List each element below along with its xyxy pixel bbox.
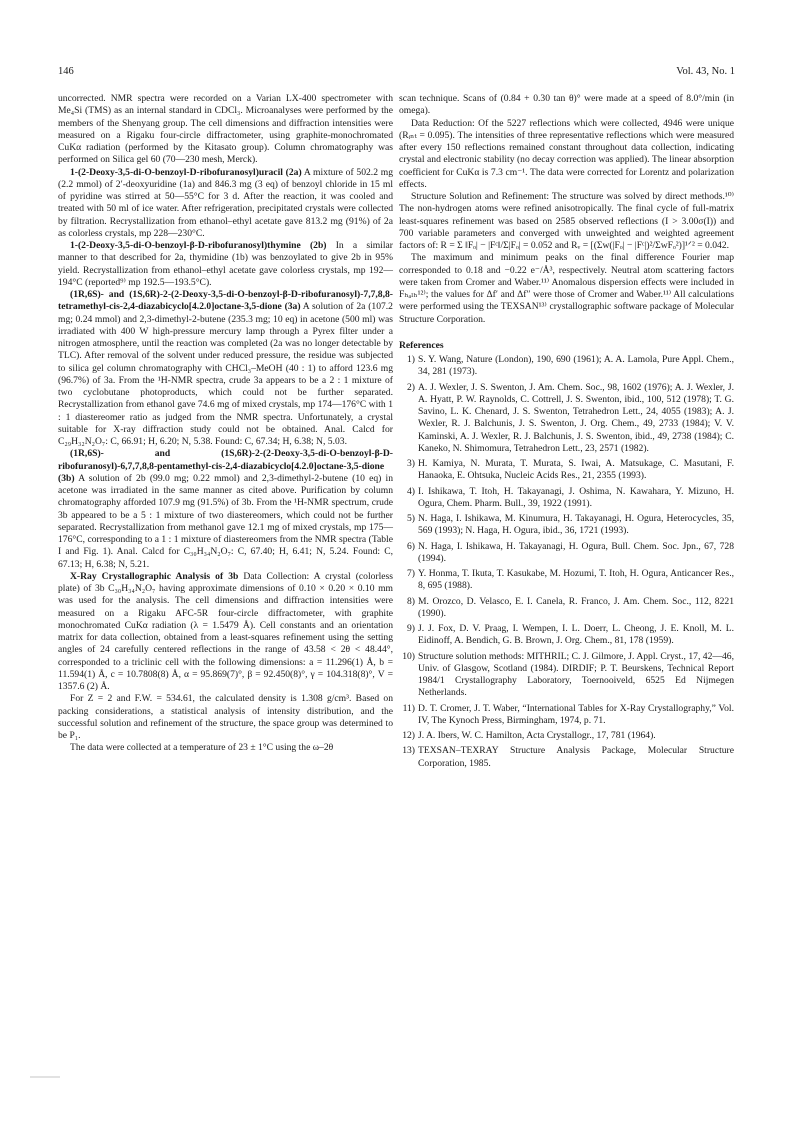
references-list	[399, 354, 734, 770]
paragraph-3a: (1R,6S)- and (1S,6R)-2-(2-Deoxy-3,5-di-O-benzoyl-β-D-ribofuranosyl)-7,7,8,8-tetramethyl-cis-2,4-diazabicyclo[4.2.0]octane-3,5-dione (3a) A solution of 2a (107.2 mg; 0.24 mmol) and 2,3-dimethyl-2-butene (235.3 mg; 10 eq) in acetone (500 ml) was irradiated with 400 W high-pressure mercury lamp through a Pyrex filter under a nitrogen atmosphere, until the reaction was completed (2a was no longer detectable by TLC). After removal of the solvent under reduced pressure, the residue was subjected to silica gel column chromatography with CHCl₃–MeOH (40 : 1) to afford 123.6 mg (96.7%) of 3a. From the ¹H-NMR spectra, crude 3a appears to be a 2 : 1 mixture of two cyclobutane photoproducts, which could not be further separated. Recrystallization from ethanol gave 74.6 mg of mixed crystals, mp 174—176°C with 1 : 1 diastereomer ratio as judged from the NMR spectra. Unfortunately, a crystal suitable for X-ray diffraction study could not be obtained. Anal. Calcd for C₂₉H₃₂N₂O₇: C, 66.91; H, 6.20; N, 5.38. Found: C, 67.34; H, 6.38; N, 5.03.	[58, 289, 393, 447]
section-heading: (1R,6S)- and (1S,6R)-2-(2-Deoxy-3,5-di-O-benzoyl-β-D-ribofuranosyl)-7,7,8,8-tetramethyl-cis-2,4-diazabicyclo[4.2.0]octane-3,5-dione (3a)	[58, 289, 393, 313]
references-heading: References	[399, 339, 444, 351]
reference-item: 9) J. J. Fox, D. V. Praag, I. Wempen, I. L. Doerr, L. Cheong, J. E. Knoll, M. L. Eidinoff, A. Bendich, G. B. Brown, J. Org. Chem., 81, 178 (1959).	[407, 623, 734, 647]
paragraph: Structure Solution and Refinement: The structure was solved by direct methods.¹⁰⁾ The non-hydrogen atoms were refined anisotropically. The final cycle of full-matrix least-squares refinement was based on 2585 observed reflections (I > 3.00σ(I)) and 700 variable parameters and converged with unweighted and weighted agreement factors of: R = Σ ‖Fₒ| − |Fᶜ‖/Σ|Fₒ| = 0.052 and Rᵥ = [(Σw(|Fₒ| − |Fᶜ|)²/ΣwFₒ²)]¹ᐟ² = 0.042.	[399, 191, 734, 251]
reference-item: 5) N. Haga, I. Ishikawa, M. Kinumura, H. Takayanagi, H. Ogura, Heterocycles, 35, 569 (1993); N. Haga, H. Ogura, ibid., 36, 1721 (1993).	[407, 513, 734, 537]
reference-item: 13) TEXSAN–TEXRAY Structure Analysis Package, Molecular Structure Corporation, 1985.	[402, 745, 734, 769]
paragraph-3b: (1R,6S)- and (1S,6R)-2-(2-Deoxy-3,5-di-O-benzoyl-β-D-ribofuranosyl)-6,7,7,8,8-pentamethyl-cis-2,4-diazabicyclo[4.2.0]octane-3,5-dione (3b) A solution of 2b (99.0 mg; 0.22 mmol) and 2,3-dimethyl-2-butene (10 eq) in acetone was irradiated in the same manner as cited above. Purification by column chromatography afforded 107.9 mg (91.5%) of 3b. From the ¹H-NMR spectrum, crude 3b appeared to be a 5 : 1 mixture of two diastereomers, which could not be further separated. Recrystallization from methanol gave 12.1 mg of mixed crystals, mp 175—176°C, corresponding to a 1 : 1 mixture of diastereomers from the NMR spectra (Table I and Fig. 1). Anal. Calcd for C₃₀H₃₄N₂O₇: C, 67.40; H, 6.41; N, 5.24. Found: C, 67.13; H, 6.38; N, 5.21.	[58, 448, 393, 570]
running-header	[58, 66, 735, 80]
right-column	[399, 93, 734, 773]
section-heading: (1R,6S)- and (1S,6R)-2-(2-Deoxy-3,5-di-O-benzoyl-β-D-ribofuranosyl)-6,7,7,8,8-pentamethyl-cis-2,4-diazabicyclo[4.2.0]octane-3,5-dione (3b)	[58, 448, 393, 484]
reference-item: 1) S. Y. Wang, Nature (London), 190, 690 (1961); A. A. Lamola, Pure Appl. Chem., 34, 281 (1973).	[407, 354, 734, 378]
reference-item: 7) Y. Honma, T. Ikuta, T. Kasukabe, M. Hozumi, T. Itoh, H. Ogura, Anticancer Res., 8, 695 (1988).	[407, 568, 734, 592]
paragraph: Data Reduction: Of the 5227 reflections which were collected, 4946 were unique (Rᵢₙₜ = 0.095). The intensities of three representative reflections which were measured after every 150 reflections remained constant throughout data collection, indicating crystal and electronic stability (no decay correction was applied). The linear absorption coefficient for CuKα is 7.3 cm⁻¹. The data were corrected for Lorentz and polarization effects.	[399, 117, 734, 190]
section-heading: X-Ray Crystallographic Analysis of 3b	[70, 570, 239, 582]
paragraph: scan technique. Scans of (0.84 + 0.30 tan θ)° were made at a speed of 8.0°/min (in omega).	[399, 93, 734, 117]
paragraph-xray: X-Ray Crystallographic Analysis of 3b Data Collection: A crystal (colorless plate) of 3b C₃₀H₃₄N₂O₇ having approximate dimensions of 0.10 × 0.20 × 0.10 mm was used for the analysis. The cell dimensions and diffraction intensities were measured on a Rigaku AFC-5R four-circle diffractometer, with graphite monochromated CuKα radiation (λ = 1.5479 Å). Cell constants and an orientation matrix for data collection, obtained from a least-squares refinement using the setting angles of 24 carefully centered reflections in the range of 43.58 < 2θ < 48.44°, corresponded to a triclinic cell with the following dimensions: a = 11.296(1) Å, b = 11.594(1) Å, c = 10.7808(8) Å, α = 95.869(7)°, β = 92.450(8)°, γ = 104.318(8)°, V = 1357.6 (2) Å.	[58, 570, 393, 692]
reference-item: 11) D. T. Cromer, J. T. Waber, “International Tables for X-Ray Crystallography,” Vol. IV, The Kynoch Press, Birmingham, 1974, p. 71.	[402, 702, 734, 726]
page-number: 146	[58, 66, 74, 77]
reference-item: 6) N. Haga, I. Ishikawa, H. Takayanagi, H. Ogura, Bull. Chem. Soc. Jpn., 67, 728 (1994).	[407, 540, 734, 564]
paragraph: For Z = 2 and F.W. = 534.61, the calculated density is 1.308 g/cm³. Based on packing considerations, a statistical analysis of intensity distribution, and the successful solution and refinement of the structure, the space group was determined to be P₁.	[58, 693, 393, 741]
paragraph: The data were collected at a temperature of 23 ± 1°C using the ω–2θ	[70, 742, 334, 754]
left-column	[58, 93, 393, 755]
paragraph: The maximum and minimum peaks on the final difference Fourier map corresponded to 0.18 and −0.22 e⁻/Å³, respectively. Neutral atom scattering factors were taken from Cromer and Waber.¹¹⁾ Anomalous dispersion effects were included in Fₕₐₗₕ¹²⁾; the values for Δf′ and Δf″ were those of Cromer and Waber.¹¹⁾ All calculations were performed using the TEXSAN¹³⁾ crystallographic software package of Molecular Structure Corporation.	[399, 252, 734, 325]
section-heading: 1-(2-Deoxy-3,5-di-O-benzoyl-D-ribofuranosyl)uracil (2a)	[70, 166, 302, 178]
volume-label: Vol. 43, No. 1	[676, 66, 735, 77]
reference-item: 2) A. J. Wexler, J. S. Swenton, J. Am. Chem. Soc., 98, 1602 (1976); A. J. Wexler, J. A. Hyatt, P. W. Raynolds, C. Cottrell, J. S. Swenton, ibid., 100, 512 (1978); T. G. Savino, L. K. Chenard, J. S. Swenton, Tetrahedron Lett., 24, 4055 (1983); A. J. Wexler, R. J. Balchunis, J. S. Swenton, J. Org. Chem., 49, 2733 (1984); V. V. Kaminski, A. J. Wexler, R. J. Balchunis, J. S. Swenton, ibid., 49, 2738 (1984); C. Kaneko, N. Shimomura, Tetrahedron Lett., 23, 2571 (1982).	[407, 381, 734, 454]
reference-item: 8) M. Orozco, D. Velasco, E. I. Canela, R. Franco, J. Am. Chem. Soc., 112, 8221 (1990).	[407, 595, 734, 619]
paragraph: uncorrected. NMR spectra were recorded on a Varian LX-400 spectrometer with Me₄Si (TMS) as an internal standard in CDCl₃. Microanalyses were performed by the members of the Shenyang group. The cell dimensions and diffraction intensities were measured on a Rigaku four-circle diffractometer, using graphite-monochromated CuKα radiation (performed by the Kitasato group). Column chromatography was performed on Silica gel 60 (70—230 mesh, Merck).	[58, 93, 393, 166]
paragraph-2b: 1-(2-Deoxy-3,5-di-O-benzoyl-β-D-ribofuranosyl)thymine (2b) In a similar manner to that described for 2a, thymidine (1b) was benzoylated to give 2b in 95% yield. Recrystallization from ethanol–ethyl acetate gave colorless crystals, mp 192—194°C (reported⁹⁾ mp 192.5—193.5°C).	[58, 240, 393, 288]
section-heading: 1-(2-Deoxy-3,5-di-O-benzoyl-β-D-ribofuranosyl)thymine (2b)	[70, 240, 327, 251]
reference-item: 4) I. Ishikawa, T. Itoh, H. Takayanagi, J. Oshima, N. Kawahara, Y. Mizuno, H. Ogura, Chem. Pharm. Bull., 39, 1922 (1991).	[407, 485, 734, 509]
reference-item: 12) J. A. Ibers, W. C. Hamilton, Acta Crystallogr., 17, 781 (1964).	[402, 730, 656, 741]
scan-artifact	[30, 1076, 60, 1078]
reference-item: 3) H. Kamiya, N. Murata, T. Murata, S. Iwai, A. Matsukage, C. Masutani, F. Hanaoka, E. Ohtsuka, Nucleic Acids Res., 21, 2355 (1993).	[407, 458, 734, 482]
reference-item: 10) Structure solution methods: MITHRIL; C. J. Gilmore, J. Appl. Cryst., 17, 42—46, Univ. of Glasgow, Scotland (1984). DIRDIF; P. T. Beurskens, Technical Report 1984/1 Crystallography Laboratory, Toernooiveld, 6525 Ed Nijmegen Netherlands.	[402, 650, 734, 699]
paragraph-2a: 1-(2-Deoxy-3,5-di-O-benzoyl-D-ribofuranosyl)uracil (2a) A mixture of 502.2 mg (2.2 mmol) of 2′-deoxyuridine (1a) and 846.3 mg (3 eq) of benzoyl chloride in 15 ml of pyridine was stirred at 50—55°C for 3 d. After the reaction, it was cooled and treated with 50 ml of ice water. After refrigeration, precipitated crystals were collected by filtration. Recrystallization from ethanol–ethyl acetate gave 813.2 mg (91%) of 2a as colorless crystals, mp 228—230°C.	[58, 166, 394, 239]
